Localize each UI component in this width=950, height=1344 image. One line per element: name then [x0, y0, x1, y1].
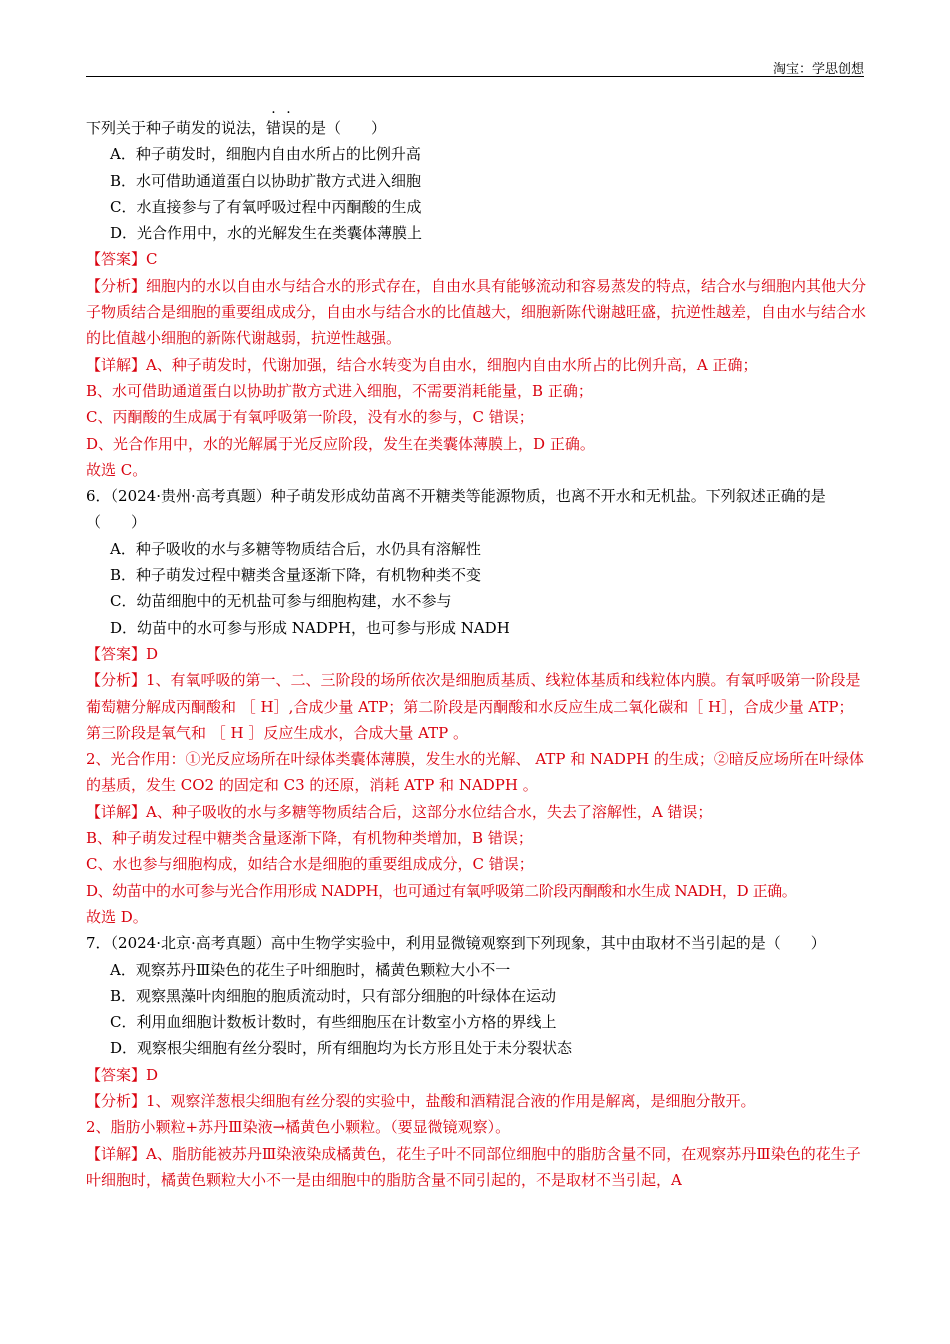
q6-option-c: C．幼苗细胞中的无机盐可参与细胞构建，水不参与 [110, 592, 452, 611]
q6-option-d: D．幼苗中的水可参与形成 NADPH，也可参与形成 NADH [110, 618, 510, 637]
q5-detail-1: 【详解】A、种子萌发时，代谢加强，结合水转变为自由水，细胞内自由水所占的比例升高，A 正确； [86, 355, 758, 374]
q6-detail-3: C、水也参与细胞构成，如结合水是细胞的重要组成成分，C 错误； [86, 855, 534, 874]
q5-emphasis-1: 错 [266, 119, 282, 137]
document-body [86, 115, 866, 1193]
q6-option-b: B．种子萌发过程中糖类含量逐渐下降，有机物种类不变 [110, 566, 482, 585]
q7-option-a: A．观察苏丹Ⅲ染色的花生子叶细胞时，橘黄色颗粒大小不一 [110, 960, 511, 979]
q6-detail-1: 【详解】A、种子吸收的水与多糖等物质结合后，这部分水位结合水，失去了溶解性，A 错误； [86, 802, 713, 821]
q5-option-d: D．光合作用中，水的光解发生在类囊体薄膜上 [110, 224, 423, 243]
q5-detail-4: D、光合作用中，水的光解属于光反应阶段，发生在类囊体薄膜上，D 正确。 [86, 434, 595, 453]
q6-stem: 6．（2024·贵州·高考真题）种子萌发形成幼苗离不开糖类等能源物质，也离不开水和无机盐。下列叙述正确的是（ ） [86, 487, 826, 532]
q6-analysis-1: 【分析】1、有氧呼吸的第一、二、三阶段的场所依次是细胞质基质、线粒体基质和线粒体内膜。有氧呼吸第一阶段是葡萄糖分解成丙酮酸和 ［ H］,合成少量 ATP；第二阶段是丙酮酸和水反应生成二氧化碳和［ H］，合成少量 ATP；第三阶段是氧气和 ［ H ］反应生成水，合成大量 ATP 。 [86, 671, 861, 742]
q5-conclusion: 故选 C。 [86, 460, 148, 479]
q5-emphasis-2: 误 [281, 119, 297, 137]
q6-analysis-2: 2、光合作用：①光反应场所在叶绿体类囊体薄膜，发生水的光解、 ATP 和 NADPH 的生成；②暗反应场所在叶绿体的基质，发生 CO2 的固定和 C3 的还原，消耗 ATP 和 NADPH 。 [86, 750, 864, 795]
header-divider [86, 76, 864, 77]
q6-detail-4: D、幼苗中的水可参与光合作用形成 NADPH，也可通过有氧呼吸第二阶段丙酮酸和水生成 NADH，D 正确。 [86, 881, 797, 900]
q6-option-a: A．种子吸收的水与多糖等物质结合后，水仍具有溶解性 [110, 539, 481, 558]
q5-detail-3: C、丙酮酸的生成属于有氧呼吸第一阶段，没有水的参与，C 错误； [86, 408, 534, 427]
q7-stem: 7．（2024·北京·高考真题）高中生物学实验中，利用显微镜观察到下列现象，其中由取材不当引起的是（ ） [86, 934, 826, 953]
q5-option-b: B．水可借助通道蛋白以协助扩散方式进入细胞 [110, 171, 422, 190]
q5-answer: 【答案】C [86, 250, 158, 269]
q6-detail-2: B、种子萌发过程中糖类含量逐渐下降，有机物种类增加，B 错误； [86, 829, 533, 848]
q7-option-b: B．观察黑藻叶肉细胞的胞质流动时，只有部分细胞的叶绿体在运动 [110, 986, 557, 1005]
q7-detail-1: 【详解】A、脂肪能被苏丹Ⅲ染液染成橘黄色，花生子叶不同部位细胞中的脂肪含量不同，在观察苏丹Ⅲ染色的花生子叶细胞时，橘黄色颗粒大小不一是由细胞中的脂肪含量不同引起的，不是取材不当引起，A [86, 1144, 861, 1189]
page-header: 淘宝：学思创想 [772, 62, 864, 77]
q5-stem-tail: 的是（ ） [296, 119, 387, 137]
q5-analysis: 【分析】细胞内的水以自由水与结合水的形式存在，自由水具有能够流动和容易蒸发的特点，结合水与细胞内其他大分子物质结合是细胞的重要组成成分，自由水与结合水的比值越大，细胞新陈代谢越旺盛，抗逆性越差，自由水与结合水的比值越小细胞的新陈代谢越弱，抗逆性越强。 [86, 276, 867, 348]
q5-stem [86, 115, 866, 141]
q7-answer: 【答案】D [86, 1065, 159, 1084]
q5-option-c: C．水直接参与了有氧呼吸过程中丙酮酸的生成 [110, 197, 422, 216]
q7-option-d: D．观察根尖细胞有丝分裂时，所有细胞均为长方形且处于未分裂状态 [110, 1039, 573, 1058]
q6-answer: 【答案】D [86, 644, 159, 663]
q5-stem-text: 下列关于种子萌发的说法， [86, 119, 267, 137]
q5-option-a: A．种子萌发时，细胞内自由水所占的比例升高 [110, 145, 421, 164]
q7-analysis-1: 【分析】1、观察洋葱根尖细胞有丝分裂的实验中，盐酸和酒精混合液的作用是解离，是细胞分散开。 [86, 1091, 756, 1110]
q7-option-c: C．利用血细胞计数板计数时，有些细胞压在计数室小方格的界线上 [110, 1013, 557, 1032]
q6-conclusion: 故选 D。 [86, 907, 148, 926]
q7-analysis-2: 2、脂肪小颗粒+苏丹Ⅲ染液→橘黄色小颗粒。（要显微镜观察）。 [86, 1118, 511, 1137]
q5-detail-2: B、水可借助通道蛋白以协助扩散方式进入细胞，不需要消耗能量，B 正确； [86, 381, 593, 400]
